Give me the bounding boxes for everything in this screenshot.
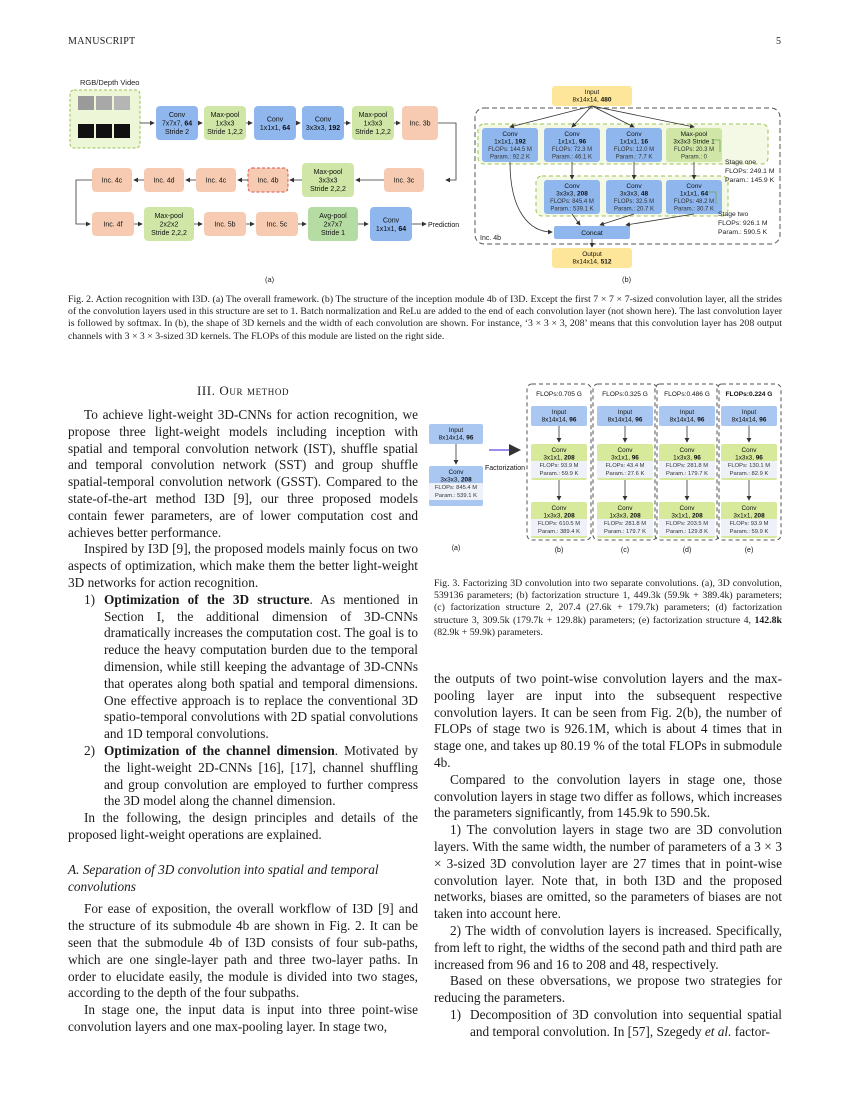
- block-param: Param.: 129.8 K: [666, 529, 708, 535]
- block-shape: 1x3x3, 96: [673, 454, 701, 462]
- block-title: Inc. 3b: [409, 120, 431, 128]
- block-flops: FLOPs: 93.9 M: [729, 521, 769, 527]
- block-shape: 3x1x1, 208: [671, 512, 703, 520]
- block-title: Conv: [382, 217, 400, 225]
- block-flops: FLOPs: 203.5 M: [665, 521, 709, 527]
- stage-one-param: Param.: 145.9 K: [725, 177, 775, 184]
- list-item-italic: et al.: [704, 1023, 732, 1039]
- panel-b-label: (b): [622, 275, 632, 284]
- figure-3-caption-end: (82.9k + 59.9k) parameters.: [434, 626, 543, 638]
- left-column: [68, 383, 418, 1036]
- block-shape: 3x3x3, 192: [305, 124, 341, 132]
- block-param: Param.: 179.7 K: [666, 471, 708, 477]
- block-shape: 3x1x1, 208: [733, 512, 765, 520]
- block-param: Param.: 92.2 K: [489, 154, 531, 161]
- block-title: Conv: [564, 131, 580, 138]
- block-stride: Stride 1,2,2: [355, 129, 391, 136]
- block-title: Conv: [564, 183, 580, 190]
- figure-3-caption-text: Fig. 3. Factorizing 3D convolution into two separate convolutions. (a), 3D convolution, 539136 parameters; (b) factorization structure 1, 449.3k (59.9k + 389.4k) parameters; (c) factorization structure 2, 207.4 (27.6k + 179.7k) parameters; (d) factorization structure 3, 309.5k (179.7k + 129.8k) parameters; (e) factorization structure 4,: [434, 578, 782, 626]
- block-shape: 1x1x1, 64: [259, 124, 291, 132]
- block-title: Inc. 4c: [101, 177, 123, 185]
- block-shape: 1x1x1, 192: [494, 138, 526, 146]
- block-title: Input: [741, 409, 757, 416]
- block-title: Conv: [741, 447, 757, 454]
- block-stride: Stride 2,2,2: [151, 230, 187, 237]
- block-shape: 8x14x14, 96: [731, 416, 767, 424]
- block-shape: 8x14x14, 512: [572, 258, 612, 266]
- list-number: 1): [84, 591, 96, 607]
- block-title: Inc. 4c: [205, 177, 227, 185]
- block-flops: FLOPs: 32.5 M: [613, 199, 655, 205]
- block-shape: 3x3x3, 48: [619, 190, 649, 198]
- block-title: Input: [584, 89, 600, 96]
- variant-flops: FLOPs:0.325 G: [602, 391, 648, 398]
- block-flops: FLOPs: 130.1 M: [727, 463, 771, 469]
- panel-label: (d): [682, 547, 692, 554]
- block-shape: 8x14x14, 96: [607, 416, 643, 424]
- block-title: Max-pool: [154, 213, 184, 220]
- block-title: Max-pool: [313, 169, 343, 176]
- block-param: Param.: 539.1 K: [435, 493, 477, 499]
- block-shape: 1x3x3: [215, 120, 235, 128]
- list-item: [68, 592, 418, 743]
- paragraph: In stage one, the input data is input into three point-wise convolution layers and one max-pooling layer. In stage two,: [68, 1002, 418, 1034]
- block-title: Input: [551, 409, 567, 416]
- figure-2-caption: Fig. 2. Action recognition with I3D. (a) The overall framework. (b) The structure of the inception module 4b of I3D. Except the first 7 × 7 × 7-sized convolution layer, all the strides of the convolution layers used in this structure are set to 1. Batch normalization and ReLu are added to the end of each convolution layer (not shown here). The last convolution layer is followed by softmax. In (b), the shape of 3D kernels and the width of each convolution are shown. For instance, ‘3 × 3 × 3, 208’ means that this convolution layer has 208 output channels with 3 × 3 × 3-sized 3D kernels. The FLOPs of this module are listed on the right side.: [68, 294, 782, 342]
- subsection-heading: A. Separation of 3D convolution into spatial and temporal convolutions: [68, 861, 379, 894]
- block-flops: FLOPs: 12.0 M: [613, 147, 655, 153]
- panel-label: (e): [744, 547, 754, 554]
- block-title: Conv: [448, 469, 464, 476]
- block-flops: FLOPs: 281.8 M: [665, 463, 709, 469]
- block-flops: FLOPs: 845.4 M: [550, 199, 594, 205]
- list-item: [68, 743, 418, 810]
- list-item-text: factor-: [731, 1023, 770, 1039]
- block-stride: Stride 2: [164, 129, 190, 136]
- paragraph: Inspired by I3D [9], the proposed models mainly focus on two aspects of optimization, which make them the better light-weight 3D networks for action recognition.: [68, 541, 418, 590]
- block-param: Param.: 30.7 K: [673, 206, 715, 213]
- figure-3-content: [429, 384, 781, 554]
- paragraph: Based on these obversations, we propose two strategies for reducing the parameters.: [434, 973, 782, 1006]
- input-label: RGB/Depth Video: [80, 78, 140, 87]
- paragraph: the outputs of two point-wise convolution layers and the max-pooling layer are input into the subsequent respective convolution layers. It can be seen from Fig. 2(b), the number of FLOPs of stage two is 926.1M, which is about 4 times that in stage one, and takes up 80.19 % of the total FLOPs in submodule 4b.: [434, 671, 782, 770]
- block-shape: 3x3x3 Stride 1: [673, 138, 715, 146]
- block-shape: 1x1x1, 64: [375, 225, 407, 233]
- block-shape: 3x3x3, 208: [440, 476, 472, 484]
- block-title: Conv: [626, 183, 642, 190]
- panel-label: (a): [451, 545, 461, 552]
- list-item-text: Decomposition of 3D convolution into sequential spatial and temporal convolution. In [57], Szegedy: [470, 1006, 782, 1039]
- concat-label: Concat: [581, 230, 603, 237]
- block-title: Conv: [617, 505, 633, 512]
- block-shape: 1x3x3, 208: [609, 512, 641, 520]
- depth-frame: [78, 124, 94, 138]
- block-param: Param.: 46.1 K: [551, 154, 593, 161]
- block-title: Max-pool: [358, 112, 388, 119]
- block-shape: 8x14x14, 96: [541, 416, 577, 424]
- right-column: [434, 671, 782, 1041]
- block-shape: 1x3x3: [363, 120, 383, 128]
- block-title: Conv: [617, 447, 633, 454]
- list-item-bold: Optimization of the 3D structure: [104, 591, 310, 607]
- block-title: Conv: [679, 447, 695, 454]
- video-frame: [114, 96, 130, 110]
- list-number: 1): [450, 1006, 462, 1022]
- depth-frame: [96, 124, 112, 138]
- block-shape: 3x1x1, 208: [543, 454, 575, 462]
- figure-3: [425, 380, 790, 558]
- block-stride: Stride 1,2,2: [207, 129, 243, 136]
- block-title: Max-pool: [680, 131, 708, 138]
- block-shape: 3x1x1, 96: [611, 454, 639, 462]
- block-title: Inc. 4b: [257, 177, 279, 185]
- block-title: Avg-pool: [319, 213, 347, 220]
- block-title: Conv: [266, 116, 284, 124]
- block-param: Param.: 179.7 K: [604, 529, 646, 535]
- block-param: Param.: 20.7 K: [613, 206, 655, 213]
- stage-two-title: Stage two: [718, 211, 749, 218]
- block-title: Input: [679, 409, 695, 416]
- paragraph: For ease of exposition, the overall workflow of I3D [9] and the structure of its submodule 4b are shown in Fig. 2. It can be seen that the submodule 4b of I3D consists of four sub-paths, which are one single-layer path and three two-layer paths. In order to elucidate easily, the module is divided into two stages, according to the depth of the four subpaths.: [68, 901, 418, 1001]
- variant-flops: FLOPs:0.224 G: [725, 391, 773, 398]
- list-item-text: . Motivated by the light-weight 2D-CNNs [16], [17], channel shuffling and group convolution are employed to further compress the 3D model along the channel dimension.: [104, 742, 418, 809]
- block-stride: Stride 2,2,2: [310, 186, 346, 193]
- depth-frame: [114, 124, 130, 138]
- figure-3-caption-bold: 142.8k: [754, 614, 782, 626]
- block-title: Inc. 3c: [393, 177, 415, 185]
- block-shape: 8x14x14, 96: [438, 434, 474, 442]
- block-title: Conv: [679, 505, 695, 512]
- block-flops: FLOPs: 72.3 M: [551, 147, 593, 153]
- section-heading: III. Our method: [196, 383, 290, 398]
- panel-label: (b): [554, 547, 564, 554]
- block-flops: FLOPs: 281.8 M: [603, 521, 647, 527]
- block-title: Inc. 4d: [153, 177, 175, 185]
- block-param: Param.: 59.9 K: [729, 529, 769, 535]
- block-param: Param.: 27.6 K: [605, 471, 645, 477]
- figure-3-caption: [434, 578, 782, 639]
- list-number: 2): [84, 742, 96, 758]
- block-title: Conv: [551, 447, 567, 454]
- running-header: MANUSCRIPT: [68, 36, 136, 47]
- block-param: Param.: 7.7 K: [615, 154, 653, 161]
- block-shape: 3x3x3, 208: [556, 190, 588, 198]
- paragraph: 2) The width of convolution layers is increased. Specifically, from left to right, the widths of the second path and third path are increased from 96 and 16 to 208 and 48, respectively.: [434, 922, 782, 972]
- block-flops: FLOPs: 845.4 M: [434, 485, 478, 491]
- block-title: Inc. 5c: [266, 221, 288, 229]
- paragraph: To achieve light-weight 3D-CNNs for action recognition, we propose three light-weight models including inception with spatial and temporal convolution network (IST), shuffle spatial and temporal convolution network (SST) and group shuffle spatial-temporal convolution network (GSST). Compared to the state-of-the-art method I3D [9], our three proposed models contain fewer parameters, are of lower computation cost and achieves better performance.: [68, 407, 418, 540]
- stage-two-param: Param.: 590.5 K: [718, 229, 768, 236]
- block-param: Param.: 82.9 K: [729, 471, 769, 477]
- module-label: Inc. 4b: [480, 235, 502, 242]
- block-shape: 1x1x1, 16: [619, 138, 649, 146]
- stage-one-title: Stage one: [725, 159, 756, 166]
- block-shape: 3x3x3: [318, 177, 338, 185]
- paragraph: Compared to the convolution layers in stage one, those convolution layers in stage two differ as follows, which increases the parameters significantly, from 145.9k to 590.5k.: [434, 771, 782, 821]
- block-title: Conv: [741, 505, 757, 512]
- block-flops: FLOPs: 93.9 M: [539, 463, 579, 469]
- block-title: Inc. 5b: [214, 221, 236, 229]
- factorization-label: Factorization: [484, 465, 526, 472]
- connector: [76, 180, 92, 224]
- block-shape: 2x7x7: [323, 221, 343, 229]
- stage-one-flops: FLOPs: 249.1 M: [725, 168, 775, 175]
- block-shape: 1x1x1, 96: [557, 138, 587, 146]
- block-param: Param.: 539.1 K: [550, 206, 594, 213]
- variant-flops: FLOPs:0.705 G: [536, 391, 582, 398]
- block-param: Param.: 59.9 K: [539, 471, 579, 477]
- block-title: Input: [448, 427, 464, 434]
- block-flops: FLOPs: 48.2 M: [673, 199, 715, 205]
- block-shape: 1x1x1, 64: [679, 190, 709, 198]
- block-title: Conv: [502, 131, 518, 138]
- arrow: [592, 106, 694, 127]
- figure-2: [60, 72, 790, 292]
- video-frame: [78, 96, 94, 110]
- block-title: Conv: [168, 112, 186, 119]
- block-title: Max-pool: [210, 112, 240, 119]
- block-title: Input: [617, 409, 633, 416]
- block-title: Output: [582, 251, 602, 258]
- block-shape: 8x14x14, 480: [572, 96, 612, 104]
- list-item-bold: Optimization of the channel dimension: [104, 742, 335, 758]
- paragraph: 1) The convolution layers in stage two are 3D convolution layers. With the same width, the number of parameters of a 3 × 3 × 3-sized 3D convolution layer are 27 times that in point-wise convolution layer. Note that, in both I3D and the proposed networks, biases are omitted, so the parameters of biases are not taken into account here.: [434, 822, 782, 922]
- block-flops: FLOPs: 20.3 M: [673, 147, 715, 153]
- prediction-label: Prediction: [428, 222, 460, 229]
- block-shape: 1x3x3, 96: [735, 454, 763, 462]
- variant-flops: FLOPs:0.486 G: [664, 391, 710, 398]
- block-flops: FLOPs: 144.5 M: [488, 147, 532, 153]
- stage-two-flops: FLOPs: 926.1 M: [718, 220, 768, 227]
- block-flops: FLOPs: 43.4 M: [605, 463, 645, 469]
- block-title: Conv: [551, 505, 567, 512]
- block-shape: 2x2x2: [159, 221, 179, 229]
- block-title: Conv: [626, 131, 642, 138]
- connector: [438, 123, 456, 180]
- block-param: Param.: 0: [680, 154, 708, 161]
- block-title: Conv: [686, 183, 702, 190]
- block-shape: 1x3x3, 208: [543, 512, 575, 520]
- panel-label: (c): [620, 547, 630, 554]
- panel-a-label: (a): [265, 275, 275, 284]
- block-title: Conv: [314, 116, 332, 124]
- list-item: [434, 1007, 782, 1041]
- block-title: Inc. 4f: [103, 221, 123, 229]
- block-shape: 7x7x7, 64: [161, 120, 193, 128]
- block-stride: Stride 1: [320, 230, 346, 237]
- block-param: Param.: 389.4 K: [538, 529, 580, 535]
- video-frame: [96, 96, 112, 110]
- list-item-text: . As mentioned in Section I, the additional dimension of 3D-CNNs dramatically increases the computation cost. The goal is to reduce the heavy computation burden due to the temporal dimension, while still keeping the advantage of 3D-CNNs that operates along both spatial and temporal dimensions. One effective approach is to replace the conventional 3D spatio-temporal convolutions with 2D spatial convolutions and 1D temporal convolutions.: [104, 591, 418, 742]
- page-number: 5: [776, 36, 782, 47]
- block-shape: 8x14x14, 96: [669, 416, 705, 424]
- paragraph: In the following, the design principles and details of the proposed light-weight operations are explained.: [68, 810, 418, 842]
- block-flops: FLOPs: 610.5 M: [537, 521, 581, 527]
